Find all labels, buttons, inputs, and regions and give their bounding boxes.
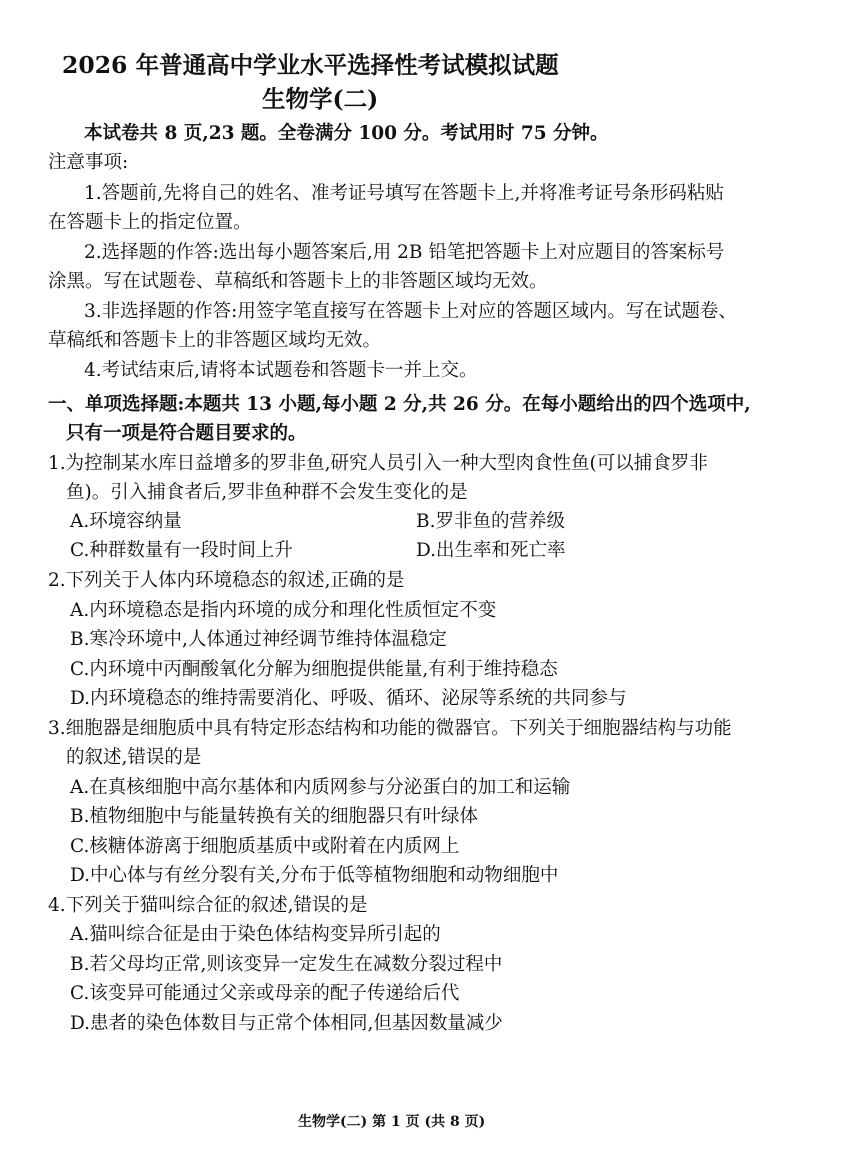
question-2-stem: 2.下列关于人体内环境稳态的叙述,正确的是 [48, 570, 405, 591]
question-1-option-a: A.环境容纳量 [70, 511, 182, 532]
question-3-stem: 3.细胞器是细胞质中具有特定形态结构和功能的微器官。下列关于细胞器结构与功能 [48, 718, 732, 739]
question-4-stem: 4.下列关于猫叫综合征的叙述,错误的是 [48, 895, 368, 916]
question-2-option-c: C.内环境中丙酮酸氧化分解为细胞提供能量,有利于维持稳态 [70, 659, 558, 680]
question-2-option-b: B.寒冷环境中,人体通过神经调节维持体温稳定 [70, 629, 447, 650]
notice-line: 草稿纸和答题卡上的非答题区域均无效。 [48, 330, 382, 351]
question-1-stem-cont: 鱼)。引入捕食者后,罗非鱼种群不会发生变化的是 [66, 482, 468, 503]
exam-title: 2026 年普通高中学业水平选择性考试模拟试题 [62, 51, 559, 79]
question-4-option-d: D.患者的染色体数目与正常个体相同,但基因数量减少 [70, 1013, 503, 1034]
notice-line: 2.选择题的作答:选出每小题答案后,用 2B 铅笔把答题卡上对应题目的答案标号 [84, 242, 725, 263]
notice-line: 涂黑。写在试题卷、草稿纸和答题卡上的非答题区域均无效。 [48, 271, 548, 292]
question-3-stem-cont: 的叙述,错误的是 [66, 747, 202, 768]
question-3-option-d: D.中心体与有丝分裂有关,分布于低等植物细胞和动物细胞中 [70, 865, 559, 886]
question-3-option-a: A.在真核细胞中高尔基体和内质网参与分泌蛋白的加工和运输 [70, 777, 571, 798]
section-heading: 一、单项选择题:本题共 13 小题,每小题 2 分,共 26 分。在每小题给出的四个选项中, [48, 394, 751, 415]
question-4-option-b: B.若父母均正常,则该变异一定发生在减数分裂过程中 [70, 954, 503, 975]
notice-line: 在答题卡上的指定位置。 [48, 212, 252, 233]
question-2-option-d: D.内环境稳态的维持需要消化、呼吸、循环、泌尿等系统的共同参与 [70, 688, 627, 709]
exam-info: 本试卷共 8 页,23 题。全卷满分 100 分。考试用时 75 分钟。 [84, 123, 609, 144]
question-1-option-c: C.种群数量有一段时间上升 [70, 540, 293, 561]
question-1-option-d: D.出生率和死亡率 [416, 540, 566, 561]
page-footer: 生物学(二) 第 1 页 (共 8 页) [298, 1114, 486, 1130]
notice-line: 4.考试结束后,请将本试题卷和答题卡一并上交。 [84, 360, 478, 381]
question-4-option-a: A.猫叫综合征是由于染色体结构变异所引起的 [70, 924, 441, 945]
question-4-option-c: C.该变异可能通过父亲或母亲的配子传递给后代 [70, 983, 460, 1004]
question-2-option-a: A.内环境稳态是指内环境的成分和理化性质恒定不变 [70, 600, 497, 621]
question-3-option-c: C.核糖体游离于细胞质基质中或附着在内质网上 [70, 836, 460, 857]
question-1-option-b: B.罗非鱼的营养级 [416, 511, 565, 532]
section-heading-cont: 只有一项是符合题目要求的。 [66, 423, 307, 444]
notice-line: 3.非选择题的作答:用签字笔直接写在答题卡上对应的答题区域内。写在试题卷、 [84, 301, 737, 322]
exam-subtitle: 生物学(二) [262, 85, 379, 113]
notice-line: 1.答题前,先将自己的姓名、准考证号填写在答题卡上,并将准考证号条形码粘贴 [84, 183, 724, 204]
question-1-stem: 1.为控制某水库日益增多的罗非鱼,研究人员引入一种大型肉食性鱼(可以捕食罗非 [48, 453, 708, 474]
question-3-option-b: B.植物细胞中与能量转换有关的细胞器只有叶绿体 [70, 806, 478, 827]
notice-heading: 注意事项: [48, 152, 129, 173]
